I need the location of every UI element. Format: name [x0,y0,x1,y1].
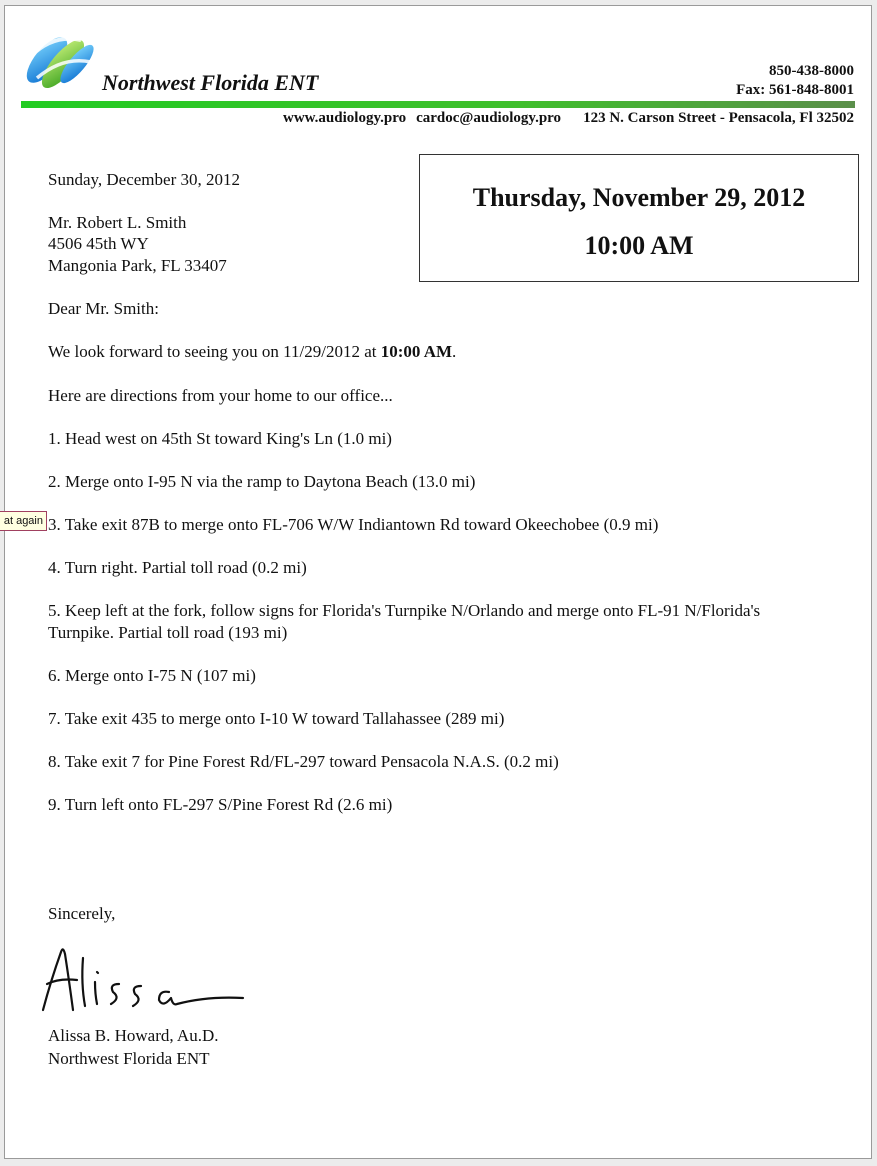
direction-step-8: 8. Take exit 7 for Pine Forest Rd/FL-297 toward Pensacola N.A.S. (0.2 mi) [48,752,559,771]
recipient-address-line2: Mangonia Park, FL 33407 [48,256,227,275]
recipient-name: Mr. Robert L. Smith [48,213,187,232]
tooltip-text: at again [3,515,43,527]
direction-step-1: 1. Head west on 45th St toward King's Ln (1.0 mi) [48,429,392,448]
company-name: Northwest Florida ENT [102,70,319,95]
intro-suffix: . [452,342,457,361]
contact-phones [736,62,854,100]
signer-organization: Northwest Florida ENT [48,1049,210,1068]
direction-step-2: 2. Merge onto I-95 N via the ramp to Daytona Beach (13.0 mi) [48,472,476,491]
appointment-time: 10:00 AM [584,231,694,260]
tooltip [0,511,47,531]
directions-intro: Here are directions from your home to our office... [48,386,393,405]
intro-prefix: We look forward to seeing you on 11/29/2012 at [48,342,381,361]
appointment-box [419,154,859,282]
street-address: 123 N. Carson Street - Pensacola, Fl 32502 [583,110,854,126]
signature [37,940,247,1016]
intro-time: 10:00 AM [380,342,453,361]
direction-step-3: 3. Take exit 87B to merge onto FL-706 W/W Indiantown Rd toward Okeechobee (0.9 mi) [48,515,659,534]
signer-name: Alissa B. Howard, Au.D. [48,1026,219,1045]
direction-step-6: 6. Merge onto I-75 N (107 mi) [48,666,256,685]
website: www.audiology.pro [283,110,407,126]
phone-number: 850-438-8000 [769,63,854,79]
letter-page [4,5,872,1159]
salutation: Dear Mr. Smith: [48,299,159,318]
fax-number: Fax: 561-848-8001 [736,82,854,98]
direction-step-5: 5. Keep left at the fork, follow signs for Florida's Turnpike N/Orlando and merge onto FL-91 N/Florida's Turnpike. Partial toll road (193 mi) [48,601,761,642]
direction-step-4: 4. Turn right. Partial toll road (0.2 mi) [48,558,307,577]
recipient-address-line1: 4506 45th WY [48,234,149,253]
intro-paragraph [48,342,456,362]
appointment-date: Thursday, November 29, 2012 [472,183,806,212]
direction-step-7: 7. Take exit 435 to merge onto I-10 W toward Tallahassee (289 mi) [48,709,505,728]
letter-date: Sunday, December 30, 2012 [48,170,240,189]
direction-step-9: 9. Turn left onto FL-297 S/Pine Forest Rd (2.6 mi) [48,795,393,814]
header-divider [21,101,855,108]
email: cardoc@audiology.pro [416,110,562,126]
closing: Sincerely, [48,904,116,923]
contact-line [273,110,854,127]
company-logo [23,26,97,98]
